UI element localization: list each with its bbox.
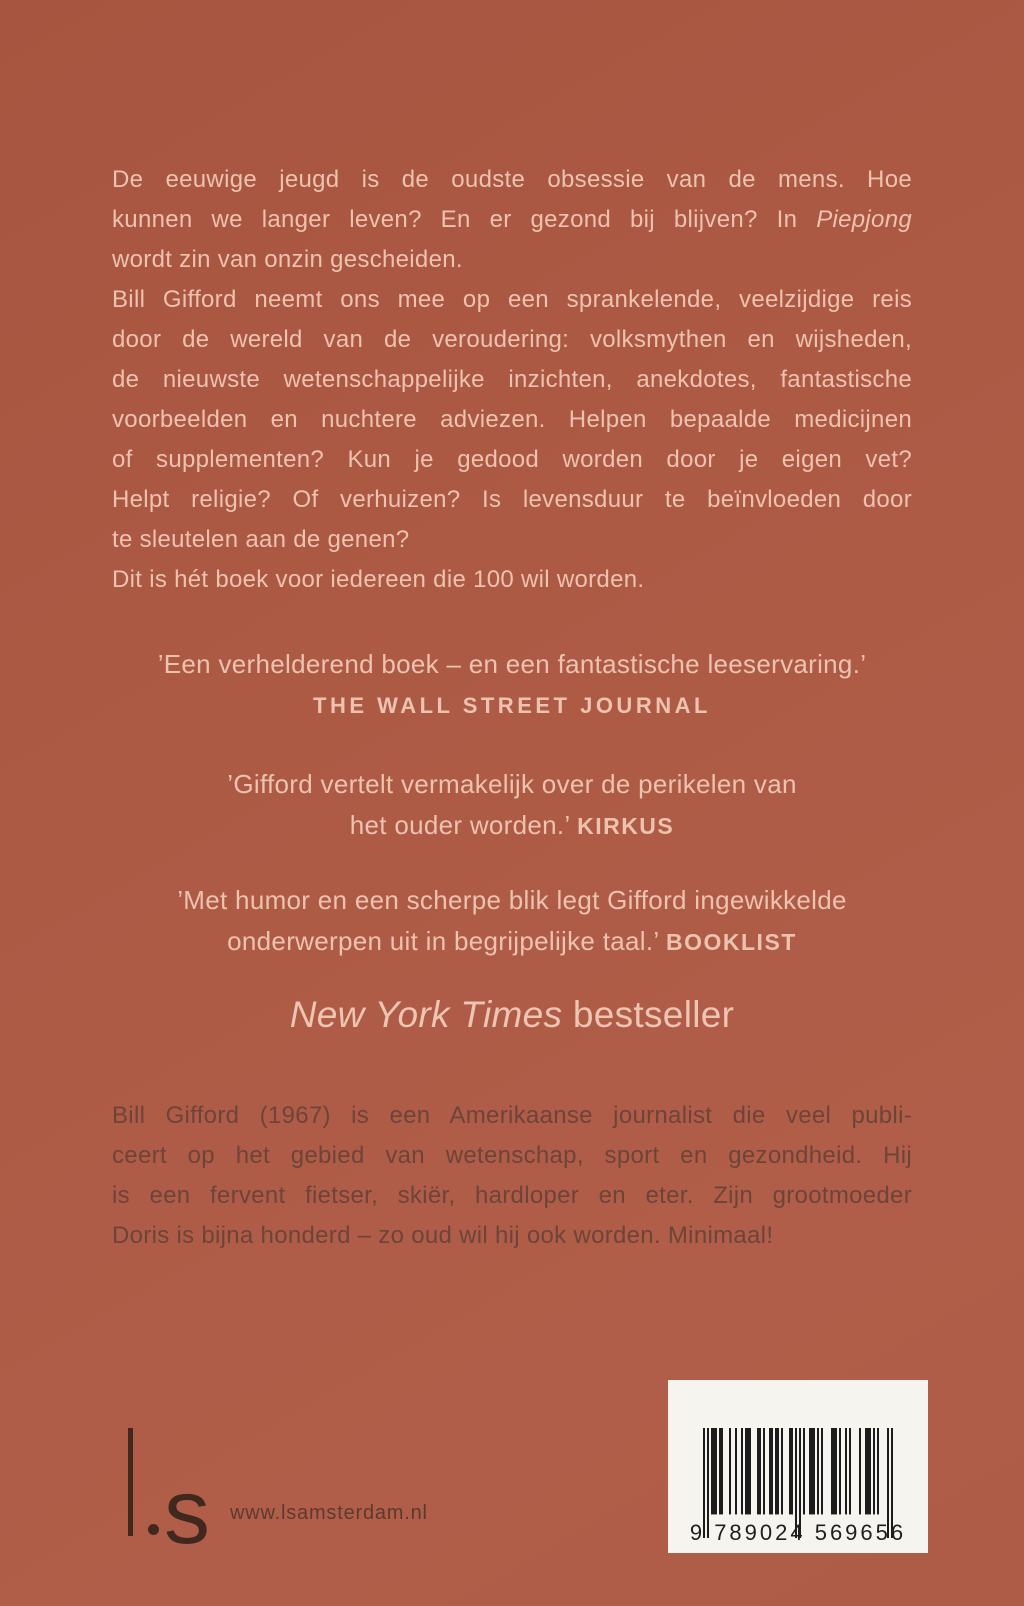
publisher-logo: [128, 1428, 238, 1563]
blurb-line: [112, 400, 912, 440]
author-bio: [112, 1096, 912, 1256]
blurb-text: te sleutelen aan de genen?: [112, 526, 410, 553]
logo-dot: [148, 1524, 159, 1535]
blurb-text: Helpt religie? Of verhuizen? Is levensduur te beïnvloeden door: [112, 486, 912, 513]
blurb-text: de nieuwste wetenschappelijke inzichten, anekdotes, fantastische: [112, 366, 912, 393]
press-quote-kirkus: [0, 764, 1024, 847]
press-quote-booklist: [0, 880, 1024, 963]
bio-text: Doris is bijna honderd – zo oud wil hij ook worden. Minimaal!: [112, 1222, 774, 1249]
bestseller-line: [0, 993, 1024, 1037]
bestseller-word: bestseller: [562, 994, 735, 1035]
blurb: [112, 160, 912, 600]
blurb-text: voorbeelden en nuchtere adviezen. Helpen bepaalde medicijnen: [112, 406, 912, 433]
review-source-kirkus: KIRKUS: [577, 813, 675, 839]
barcode: [668, 1380, 928, 1553]
blurb-text: Bill Gifford neemt ons mee op een sprankelende, veelzijdige reis: [112, 286, 912, 313]
bio-line: [112, 1216, 912, 1256]
logo-l-stroke: [128, 1428, 133, 1536]
quote-text: [0, 805, 1024, 847]
blurb-line: [112, 280, 912, 320]
quote-text: [0, 921, 1024, 963]
blurb-line: [112, 360, 912, 400]
blurb-text: wordt zin van onzin gescheiden.: [112, 246, 463, 273]
bio-line: [112, 1096, 912, 1136]
bio-text: is een fervent fietser, skiër, hardloper en eter. Zijn grootmoeder: [112, 1182, 912, 1209]
blurb-line: [112, 560, 912, 600]
bio-line: [112, 1136, 912, 1176]
quote-text: ’Gifford vertelt vermakelijk over de perikelen van: [227, 769, 797, 799]
review-source-booklist: BOOKLIST: [666, 929, 797, 955]
logo-s-letter: s: [164, 1461, 210, 1563]
quote-text-part: het ouder worden.’: [349, 810, 578, 840]
blurb-line: [112, 200, 912, 240]
blurb-line: [112, 320, 912, 360]
quote-text-part: onderwerpen uit in begrijpelijke taal.’: [227, 926, 666, 956]
blurb-text: Dit is hét boek voor iedereen die 100 wil worden.: [112, 566, 645, 593]
blurb-line: [112, 480, 912, 520]
bio-text: Bill Gifford (1967) is een Amerikaanse journalist die veel publi-: [112, 1102, 912, 1129]
blurb-text: kunnen we langer leven? En er gezond bij blijven? In: [112, 206, 817, 233]
publisher-website: www.lsamsterdam.nl: [230, 1502, 428, 1524]
bestseller-publication: New York Times: [289, 994, 563, 1035]
quote-text: ’Met humor en een scherpe blik legt Gifford ingewikkelde: [177, 885, 847, 915]
blurb-text: De eeuwige jeugd is de oudste obsessie van de mens. Hoe: [112, 166, 912, 193]
quote-text: ’Een verhelderend boek – en een fantastische leeservaring.’: [157, 649, 867, 679]
review-source-wsj: THE WALL STREET JOURNAL: [313, 693, 711, 718]
book-title-italic: Piepjong: [816, 206, 912, 233]
press-quote-wsj: [0, 644, 1024, 721]
blurb-line: [112, 520, 912, 560]
isbn-number: 9 789024 569656: [689, 1520, 907, 1545]
blurb-line: [112, 240, 912, 280]
blurb-text: door de wereld van de veroudering: volksmythen en wijsheden,: [112, 326, 912, 353]
blurb-line: [112, 440, 912, 480]
bio-line: [112, 1176, 912, 1216]
blurb-line: [112, 160, 912, 200]
bio-text: ceert op het gebied van wetenschap, sport en gezondheid. Hij: [112, 1142, 912, 1169]
blurb-text: of supplementen? Kun je gedood worden door je eigen vet?: [112, 446, 912, 473]
